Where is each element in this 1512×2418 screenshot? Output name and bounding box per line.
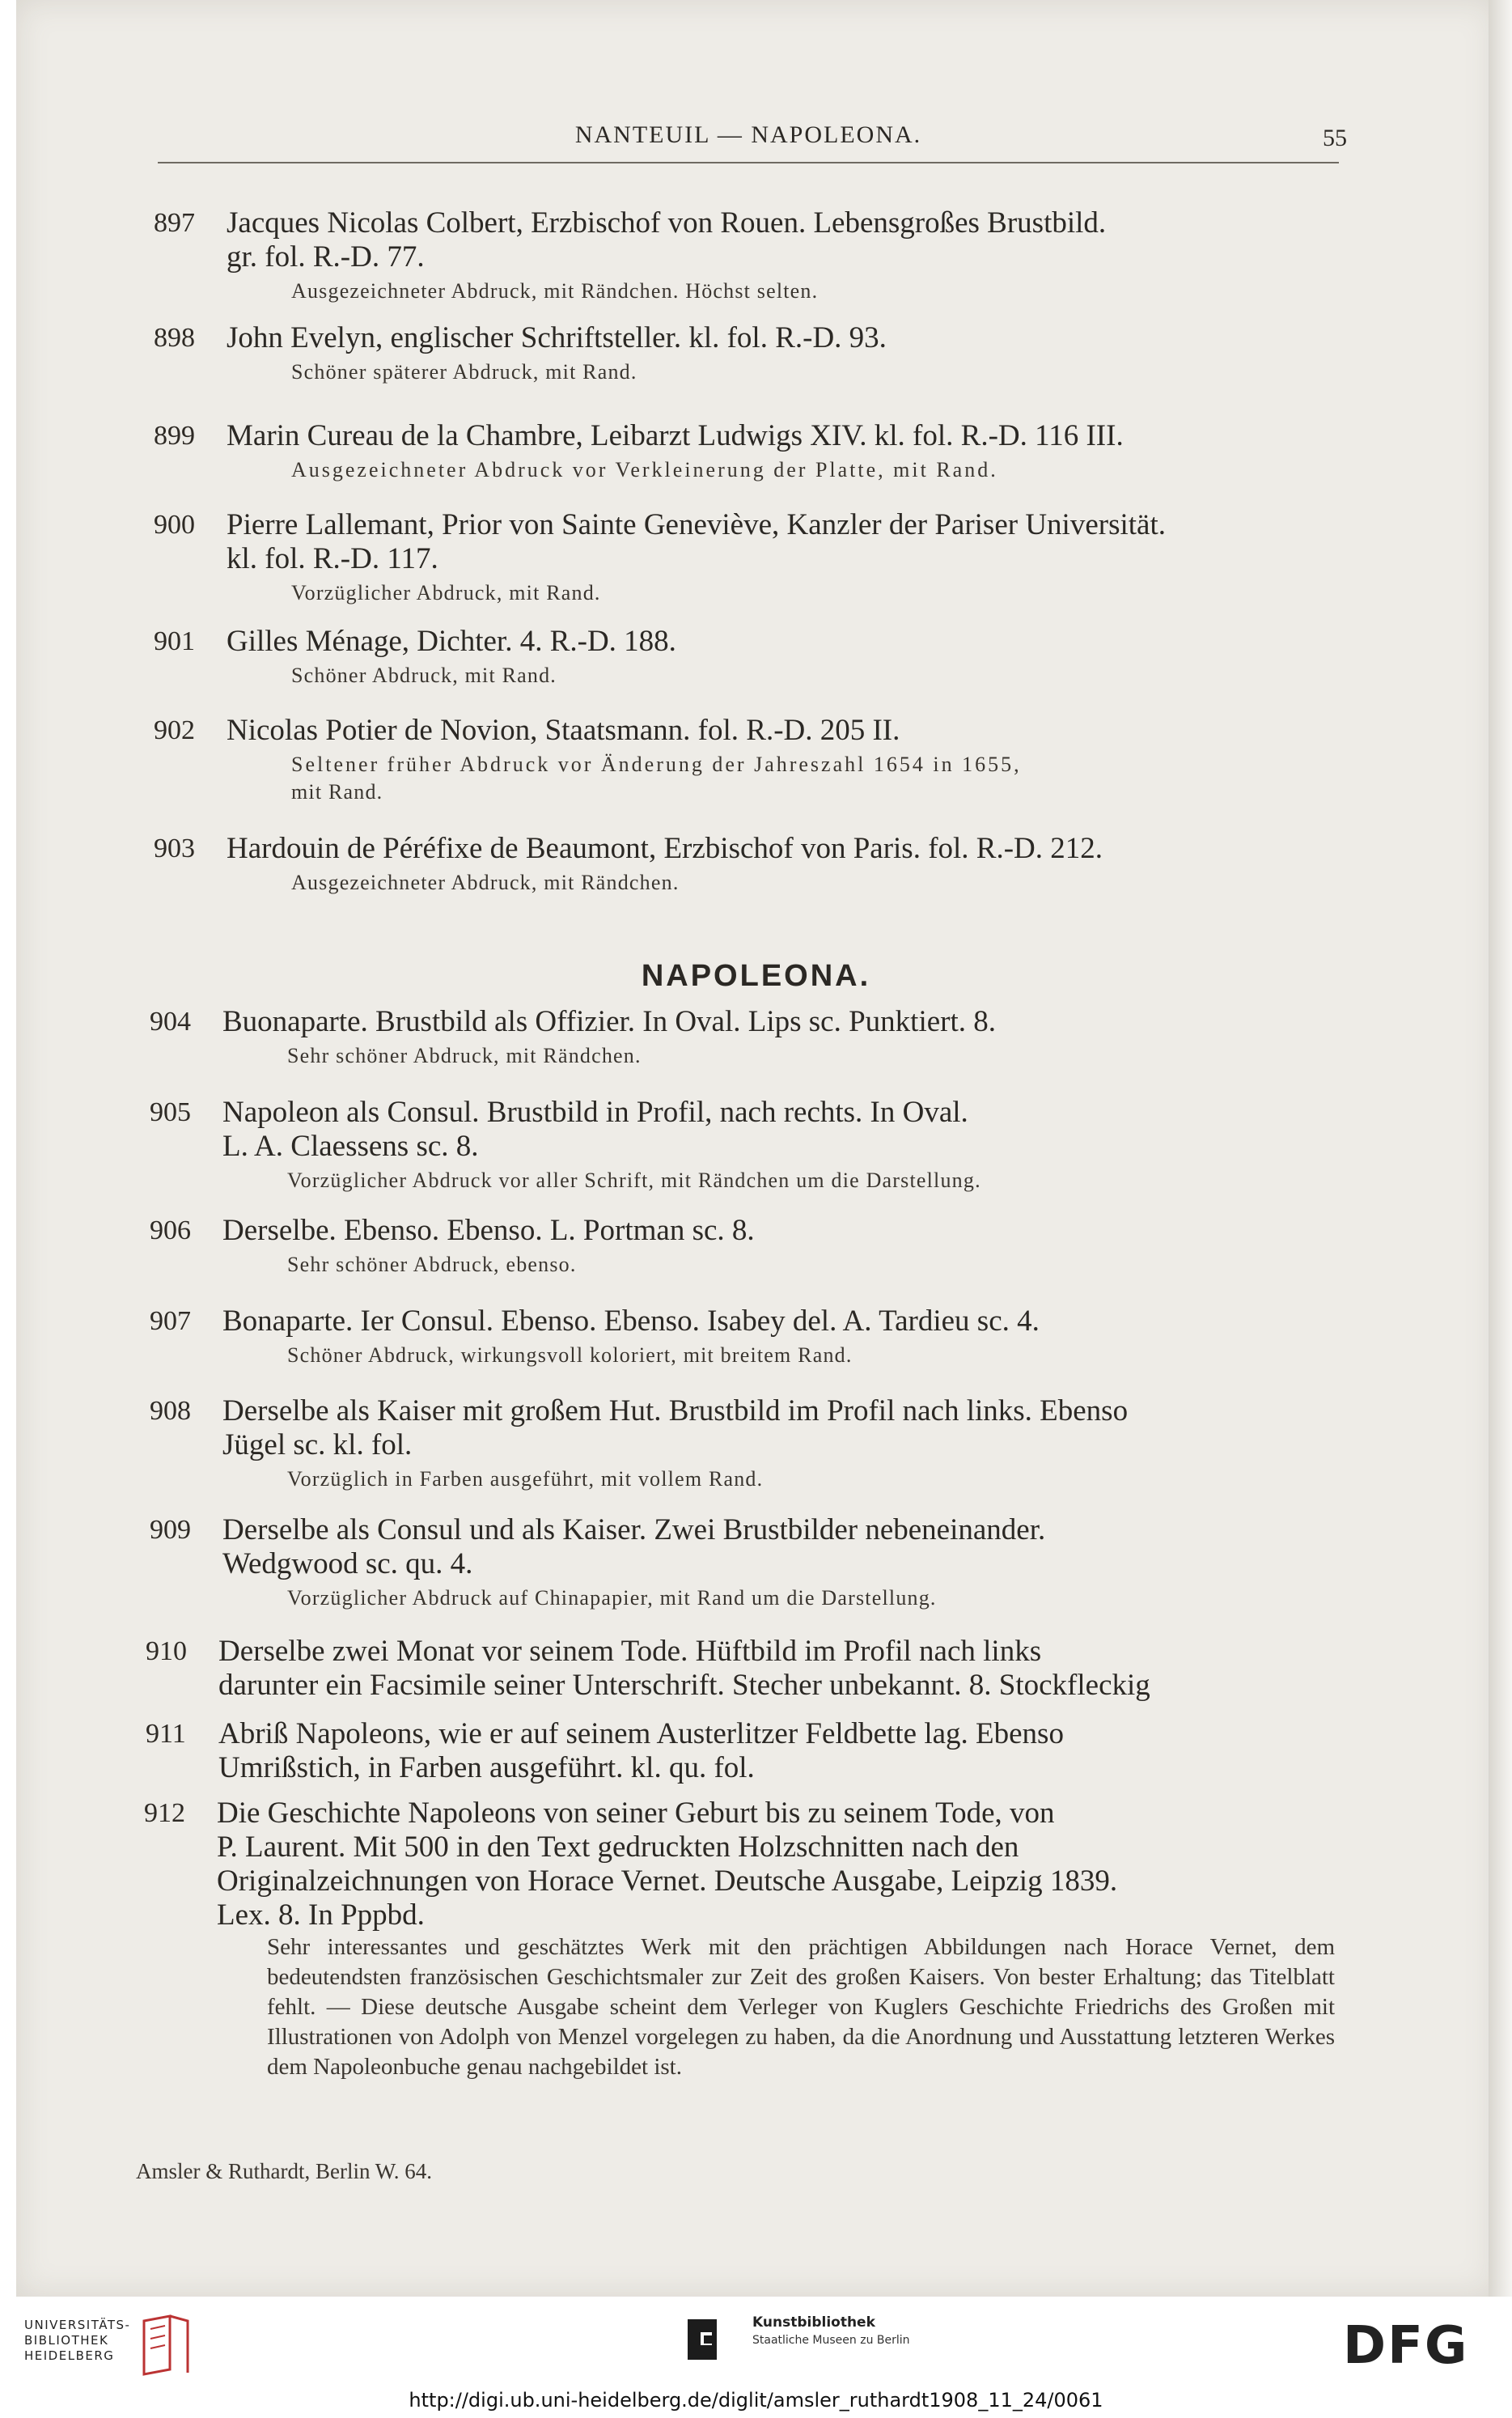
entry-note: Ausgezeichneter Abdruck vor Verkleinerung der Platte, mit Rand. bbox=[291, 458, 998, 481]
entry-note: Seltener früher Abdruck vor Änderung der Jahreszahl 1654 in 1655, bbox=[291, 753, 1022, 776]
catalog-entry bbox=[144, 1797, 1325, 1932]
entry-title-line: Originalzeichnungen von Horace Vernet. Deutsche Ausgabe, Leipzig 1839. bbox=[217, 1864, 1118, 1898]
university-seal-icon bbox=[138, 2313, 194, 2378]
kunstbibliothek-subtitle: Staatliche Museen zu Berlin bbox=[752, 2334, 910, 2347]
digitization-footer bbox=[0, 2297, 1512, 2418]
entry-title-line: Derselbe als Consul und als Kaiser. Zwei Brustbilder nebeneinander. bbox=[222, 1513, 1046, 1546]
catalog-entry bbox=[154, 508, 1335, 607]
entry-title-line: Napoleon als Consul. Brustbild in Profil, nach rechts. In Oval. bbox=[222, 1096, 968, 1129]
entry-title-line: Derselbe als Kaiser mit großem Hut. Brustbild im Profil nach links. Ebenso bbox=[222, 1394, 1129, 1427]
entry-note: Schöner späterer Abdruck, mit Rand. bbox=[291, 360, 637, 384]
entry-title-line: Nicolas Potier de Novion, Staatsmann. fol. R.-D. 205 II. bbox=[227, 714, 900, 747]
kunstbibliothek-name: Kunstbibliothek bbox=[752, 2314, 875, 2331]
entry-note: Sehr schöner Abdruck, ebenso. bbox=[287, 1253, 577, 1276]
entry-title-line: Pierre Lallemant, Prior von Sainte Geneviève, Kanzler der Pariser Universität. bbox=[227, 508, 1166, 541]
entry-title-line: Jügel sc. kl. fol. bbox=[222, 1428, 413, 1461]
catalog-entry bbox=[146, 1717, 1327, 1785]
entry-number: 906 bbox=[150, 1215, 191, 1245]
kunstbibliothek-logo bbox=[688, 2313, 1011, 2369]
entry-note: Ausgezeichneter Abdruck, mit Rändchen. bbox=[291, 871, 680, 894]
entry-title-line: Die Geschichte Napoleons von seiner Geburt bis zu seinem Tode, von bbox=[217, 1797, 1055, 1830]
catalog-entry bbox=[154, 832, 1335, 897]
entry-note: Vorzüglicher Abdruck, mit Rand. bbox=[291, 581, 601, 604]
entry-note: Schöner Abdruck, mit Rand. bbox=[291, 664, 557, 687]
entry-title-line: P. Laurent. Mit 500 in den Text gedruckten Holzschnitten nach den bbox=[217, 1830, 1019, 1864]
entry-title-line: Gilles Ménage, Dichter. 4. R.-D. 188. bbox=[227, 625, 676, 658]
entry-number: 897 bbox=[154, 208, 195, 238]
entry-number: 912 bbox=[144, 1798, 185, 1828]
entry-title-line: Lex. 8. In Pppbd. bbox=[217, 1898, 425, 1932]
entry-number: 901 bbox=[154, 626, 195, 656]
entry-title-line: Bonaparte. Ier Consul. Ebenso. Ebenso. Isabey del. A. Tardieu sc. 4. bbox=[222, 1304, 1040, 1338]
catalog-entry bbox=[150, 1304, 1331, 1369]
entry-note: Vorzüglicher Abdruck vor aller Schrift, mit Rändchen um die Darstellung. bbox=[287, 1169, 981, 1192]
publisher-footer: Amsler & Ruthardt, Berlin W. 64. bbox=[136, 2159, 432, 2183]
entry-note: Ausgezeichneter Abdruck, mit Rändchen. Höchst selten. bbox=[291, 279, 819, 303]
catalog-entry bbox=[154, 206, 1335, 305]
entry-title-line: kl. fol. R.-D. 117. bbox=[227, 542, 438, 575]
dfg-logo: DFG bbox=[1343, 2316, 1469, 2376]
entry-title-line: darunter ein Facsimile seiner Unterschrift. Stecher unbekannt. 8. Stockfleckig bbox=[218, 1669, 1150, 1702]
entry-number: 903 bbox=[154, 834, 195, 863]
catalog-entry bbox=[150, 1394, 1331, 1493]
page-edge bbox=[1489, 0, 1512, 2297]
museum-emblem-icon bbox=[688, 2319, 736, 2360]
entry-title-line: Derselbe zwei Monat vor seinem Tode. Hüftbild im Profil nach links bbox=[218, 1635, 1042, 1668]
section-heading: NAPOLEONA. bbox=[641, 959, 871, 993]
entry-description: Sehr interessantes und geschätztes Werk mit den prächtigen Abbildungen nach Horace Vernet, dem bedeutendsten französischen Geschichtsmaler zur Zeit des großen Kaisers. Von bester Erhaltung; das Titelblatt fehlt. — Diese deutsche Ausgabe scheint dem Verleger von Kuglers Geschichte Friedrichs des Großen mit Illustrationen von Adolph von Menzel vorgelegen zu haben, da die Anordnung und Ausstattung letzteren Werkes dem Napoleonbuche genau nachgebildet ist. bbox=[267, 1934, 1335, 2080]
source-url[interactable]: http://digi.ub.uni-heidelberg.de/diglit/amsler_ruthardt1908_11_24/0061 bbox=[409, 2389, 1103, 2412]
entry-note: Vorzüglicher Abdruck auf Chinapapier, mit Rand um die Darstellung. bbox=[287, 1586, 937, 1610]
catalog-entry bbox=[154, 625, 1335, 689]
entry-title-line: Umrißstich, in Farben ausgeführt. kl. qu. fol. bbox=[218, 1751, 755, 1784]
catalog-entry bbox=[150, 1005, 1331, 1070]
entry-title-line: Buonaparte. Brustbild als Offizier. In Oval. Lips sc. Punktiert. 8. bbox=[222, 1005, 997, 1038]
running-head bbox=[158, 113, 1347, 163]
entry-title-line: Marin Cureau de la Chambre, Leibarzt Ludwigs XIV. kl. fol. R.-D. 116 III. bbox=[227, 419, 1124, 452]
entry-title-line: Derselbe. Ebenso. Ebenso. L. Portman sc. 8. bbox=[222, 1214, 755, 1247]
entry-title-line: Wedgwood sc. qu. 4. bbox=[222, 1547, 473, 1580]
page-number: 55 bbox=[1323, 125, 1347, 151]
entry-number: 900 bbox=[154, 510, 195, 540]
entry-number: 907 bbox=[150, 1306, 191, 1336]
entry-title-line: L. A. Claessens sc. 8. bbox=[222, 1130, 479, 1163]
catalog-entry bbox=[154, 419, 1335, 484]
catalog-entry bbox=[150, 1513, 1331, 1612]
entry-title-line: John Evelyn, englischer Schriftsteller. kl. fol. R.-D. 93. bbox=[227, 321, 887, 354]
catalog-entry bbox=[150, 1214, 1331, 1279]
entry-note: Schöner Abdruck, wirkungsvoll koloriert, mit breitem Rand. bbox=[287, 1343, 853, 1367]
entry-number: 899 bbox=[154, 421, 195, 451]
catalog-entry bbox=[154, 321, 1335, 386]
entry-number: 905 bbox=[150, 1097, 191, 1127]
entry-title-line: gr. fol. R.-D. 77. bbox=[227, 240, 425, 274]
catalog-entry bbox=[150, 1096, 1331, 1194]
entry-note: Sehr schöner Abdruck, mit Rändchen. bbox=[287, 1044, 642, 1067]
catalog-entry bbox=[146, 1635, 1327, 1703]
entry-number: 908 bbox=[150, 1396, 191, 1426]
entry-number: 909 bbox=[150, 1515, 191, 1545]
running-title: NANTEUIL — NAPOLEONA. bbox=[574, 121, 922, 148]
entry-title-line: Abriß Napoleons, wie er auf seinem Austerlitzer Feldbette lag. Ebenso bbox=[218, 1717, 1064, 1750]
entry-title-line: Hardouin de Péréfixe de Beaumont, Erzbischof von Paris. fol. R.-D. 212. bbox=[227, 832, 1103, 865]
entry-note: Vorzüglich in Farben ausgeführt, mit vollem Rand. bbox=[287, 1467, 764, 1491]
entry-number: 910 bbox=[146, 1636, 187, 1666]
catalog-entry bbox=[154, 714, 1335, 806]
university-library-name: UNIVERSITÄTS- BIBLIOTHEK HEIDELBERG bbox=[24, 2318, 131, 2363]
entry-number: 898 bbox=[154, 323, 195, 353]
entry-number: 902 bbox=[154, 715, 195, 745]
entry-number: 911 bbox=[146, 1719, 186, 1749]
entry-note: mit Rand. bbox=[291, 780, 383, 804]
entry-number: 904 bbox=[150, 1007, 191, 1037]
entry-title-line: Jacques Nicolas Colbert, Erzbischof von Rouen. Lebensgroßes Brustbild. bbox=[227, 206, 1107, 240]
